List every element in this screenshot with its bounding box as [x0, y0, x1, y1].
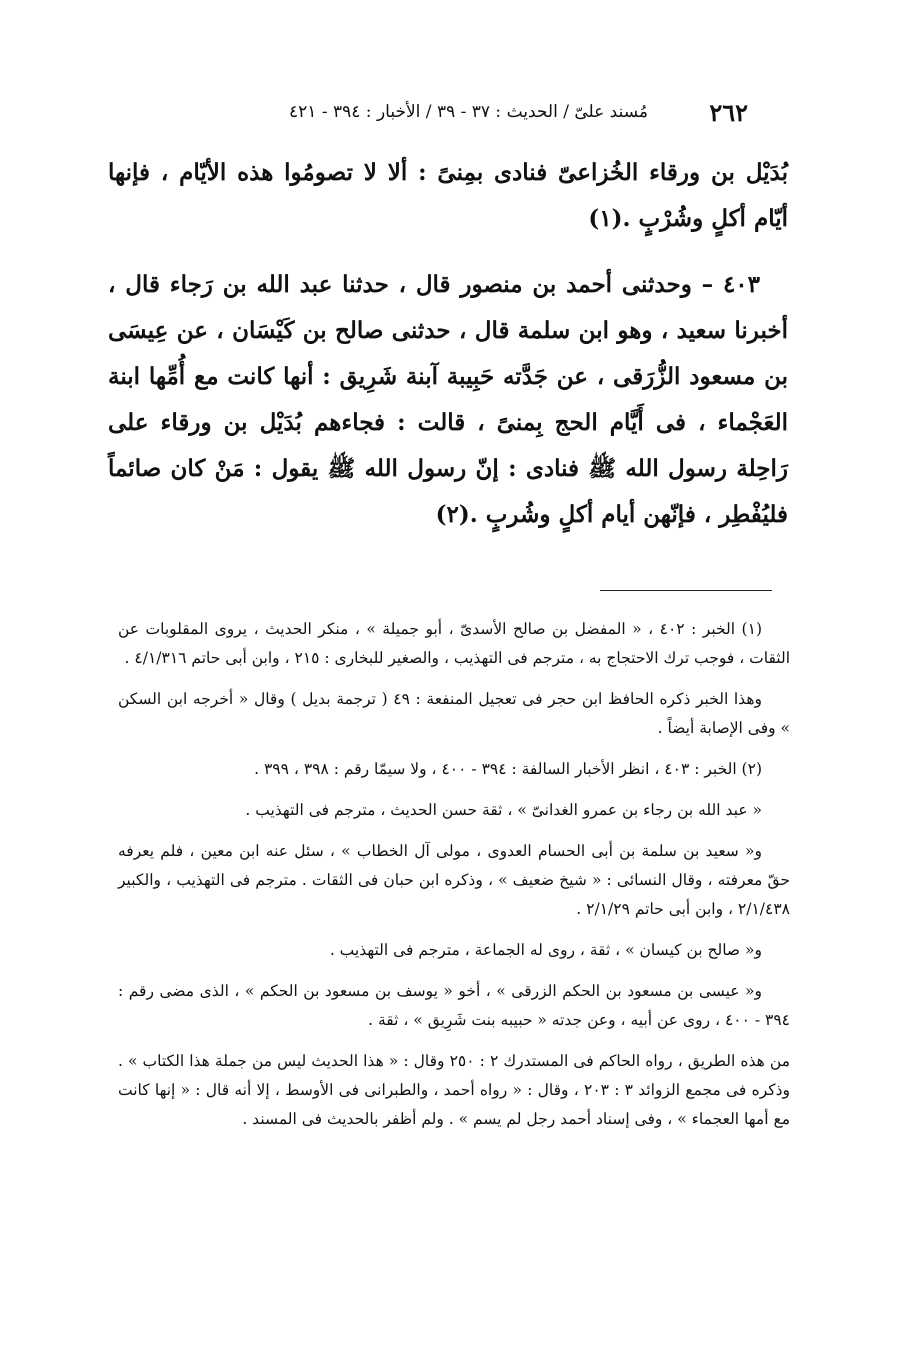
footnote-1: (١) الخبر : ٤٠٢ ، « المفضل بن صالح الأسدىّ ، أبو جميلة » ، منكر الحديث ، يروى المقلوبات عن الثقات ، فوجب ترك الاحتجاج به ، مترجم فى التهذيب ، والصغير للبخارى : ٢١٥ ، وابن أبى حاتم ٤/١/٣١٦ .	[118, 620, 790, 667]
footnote-2: (٢) الخبر : ٤٠٣ ، انظر الأخبار السالفة : ٣٩٤ - ٤٠٠ ، ولا سيمّا رقم : ٣٩٨ ، ٣٩٩ .	[254, 760, 762, 778]
main-text	[108, 150, 788, 538]
footnote-2-narrator-saeed: و« سعيد بن سلمة بن أبى الحسام العدوى ، مولى آل الخطاب » ، سئل عنه ابن معين ، فلم يعرفه حقّ معرفته ، وقال النسائى : « شيخ ضعيف » ، وذكره ابن حبان فى الثقات . مترجم فى التهذيب ، والكبير ٢/١/٤٣٨ ، وابن أبى حاتم ٢/١/٢٩ .	[118, 842, 790, 918]
footnote-2-narrator-isa: و« عيسى بن مسعود بن الحكم الزرقى » ، أخو « يوسف بن مسعود بن الحكم » ، الذى مضى رقم : ٣٩٤ - ٤٠٠ ، روى عن أبيه ، وعن جدته « حبيبه بنت شَرِيق » ، ثقة .	[118, 982, 790, 1029]
footnote-2-narrator-abdullah: « عبد الله بن رجاء بن عمرو الغدانىّ » ، ثقة حسن الحديث ، مترجم فى التهذيب .	[245, 801, 762, 819]
footnote-2-sources: من هذه الطريق ، رواه الحاكم فى المستدرك ٢ : ٢٥٠ وقال : « هذا الحديث ليس من جملة هذا الكتاب » . وذكره فى مجمع الزوائد ٣ : ٢٠٣ ، وقال : « رواه أحمد ، والطبرانى فى الأوسط ، إلا أنه قال : « إنها كانت مع أمها العجماء » ، وفى إسناد أحمد رجل لم يسم » . ولم أظفر بالحديث فى المسند .	[118, 1052, 791, 1128]
footnote-1-continuation: وهذا الخبر ذكره الحافظ ابن حجر فى تعجيل المنفعة : ٤٩ ( ترجمة بديل ) وقال « أخرجه ابن السكن » وفى الإصابة أيضاً .	[118, 690, 790, 737]
footnotes	[118, 615, 790, 1146]
hadith-403: ٤٠٣ – وحدثنى أحمد بن منصور قال ، حدثنا عبد الله بن رَجاء قال ، أخبرنا سعيد ، وهو ابن سلمة قال ، حدثنى صالح بن كَيْسَان ، عن عِيسَى بن مسعود الزُّرَقى ، عن جَدَّته حَبِيبة آبنة شَرِيق : أنها كانت مع أُمِّها ابنة العَجْماء ، فى أَيَّام الحج بِمنىً ، قالت : فجاءهم بُدَيْل بن ورقاء على رَاحِلة رسول الله ﷺ فنادى : إنّ رسول الله ﷺ يقول : مَنْ كان صائماً فليُفْطِر ، فإنّهن أيام أكلٍ وشُربٍ .(٢)	[108, 271, 788, 528]
hadith-continuation: بُدَيْل بن ورقاء الخُزاعىّ فنادى بمِنىً : ألا لا تصومُوا هذه الأيّام ، فإنها أيّام أكلٍ وشُرْبٍ .(١)	[108, 159, 788, 232]
page-header	[228, 98, 748, 128]
running-head: مُسند علىّ / الحديث : ٣٧ - ٣٩ / الأخبار : ٣٩٤ - ٤٢١	[289, 102, 648, 122]
footnote-2-narrator-salih: و« صالح بن كيسان » ، ثقة ، روى له الجماعة ، مترجم فى التهذيب .	[329, 941, 762, 959]
page-number: ٢٦٢	[709, 98, 748, 127]
footnote-divider	[600, 590, 772, 591]
